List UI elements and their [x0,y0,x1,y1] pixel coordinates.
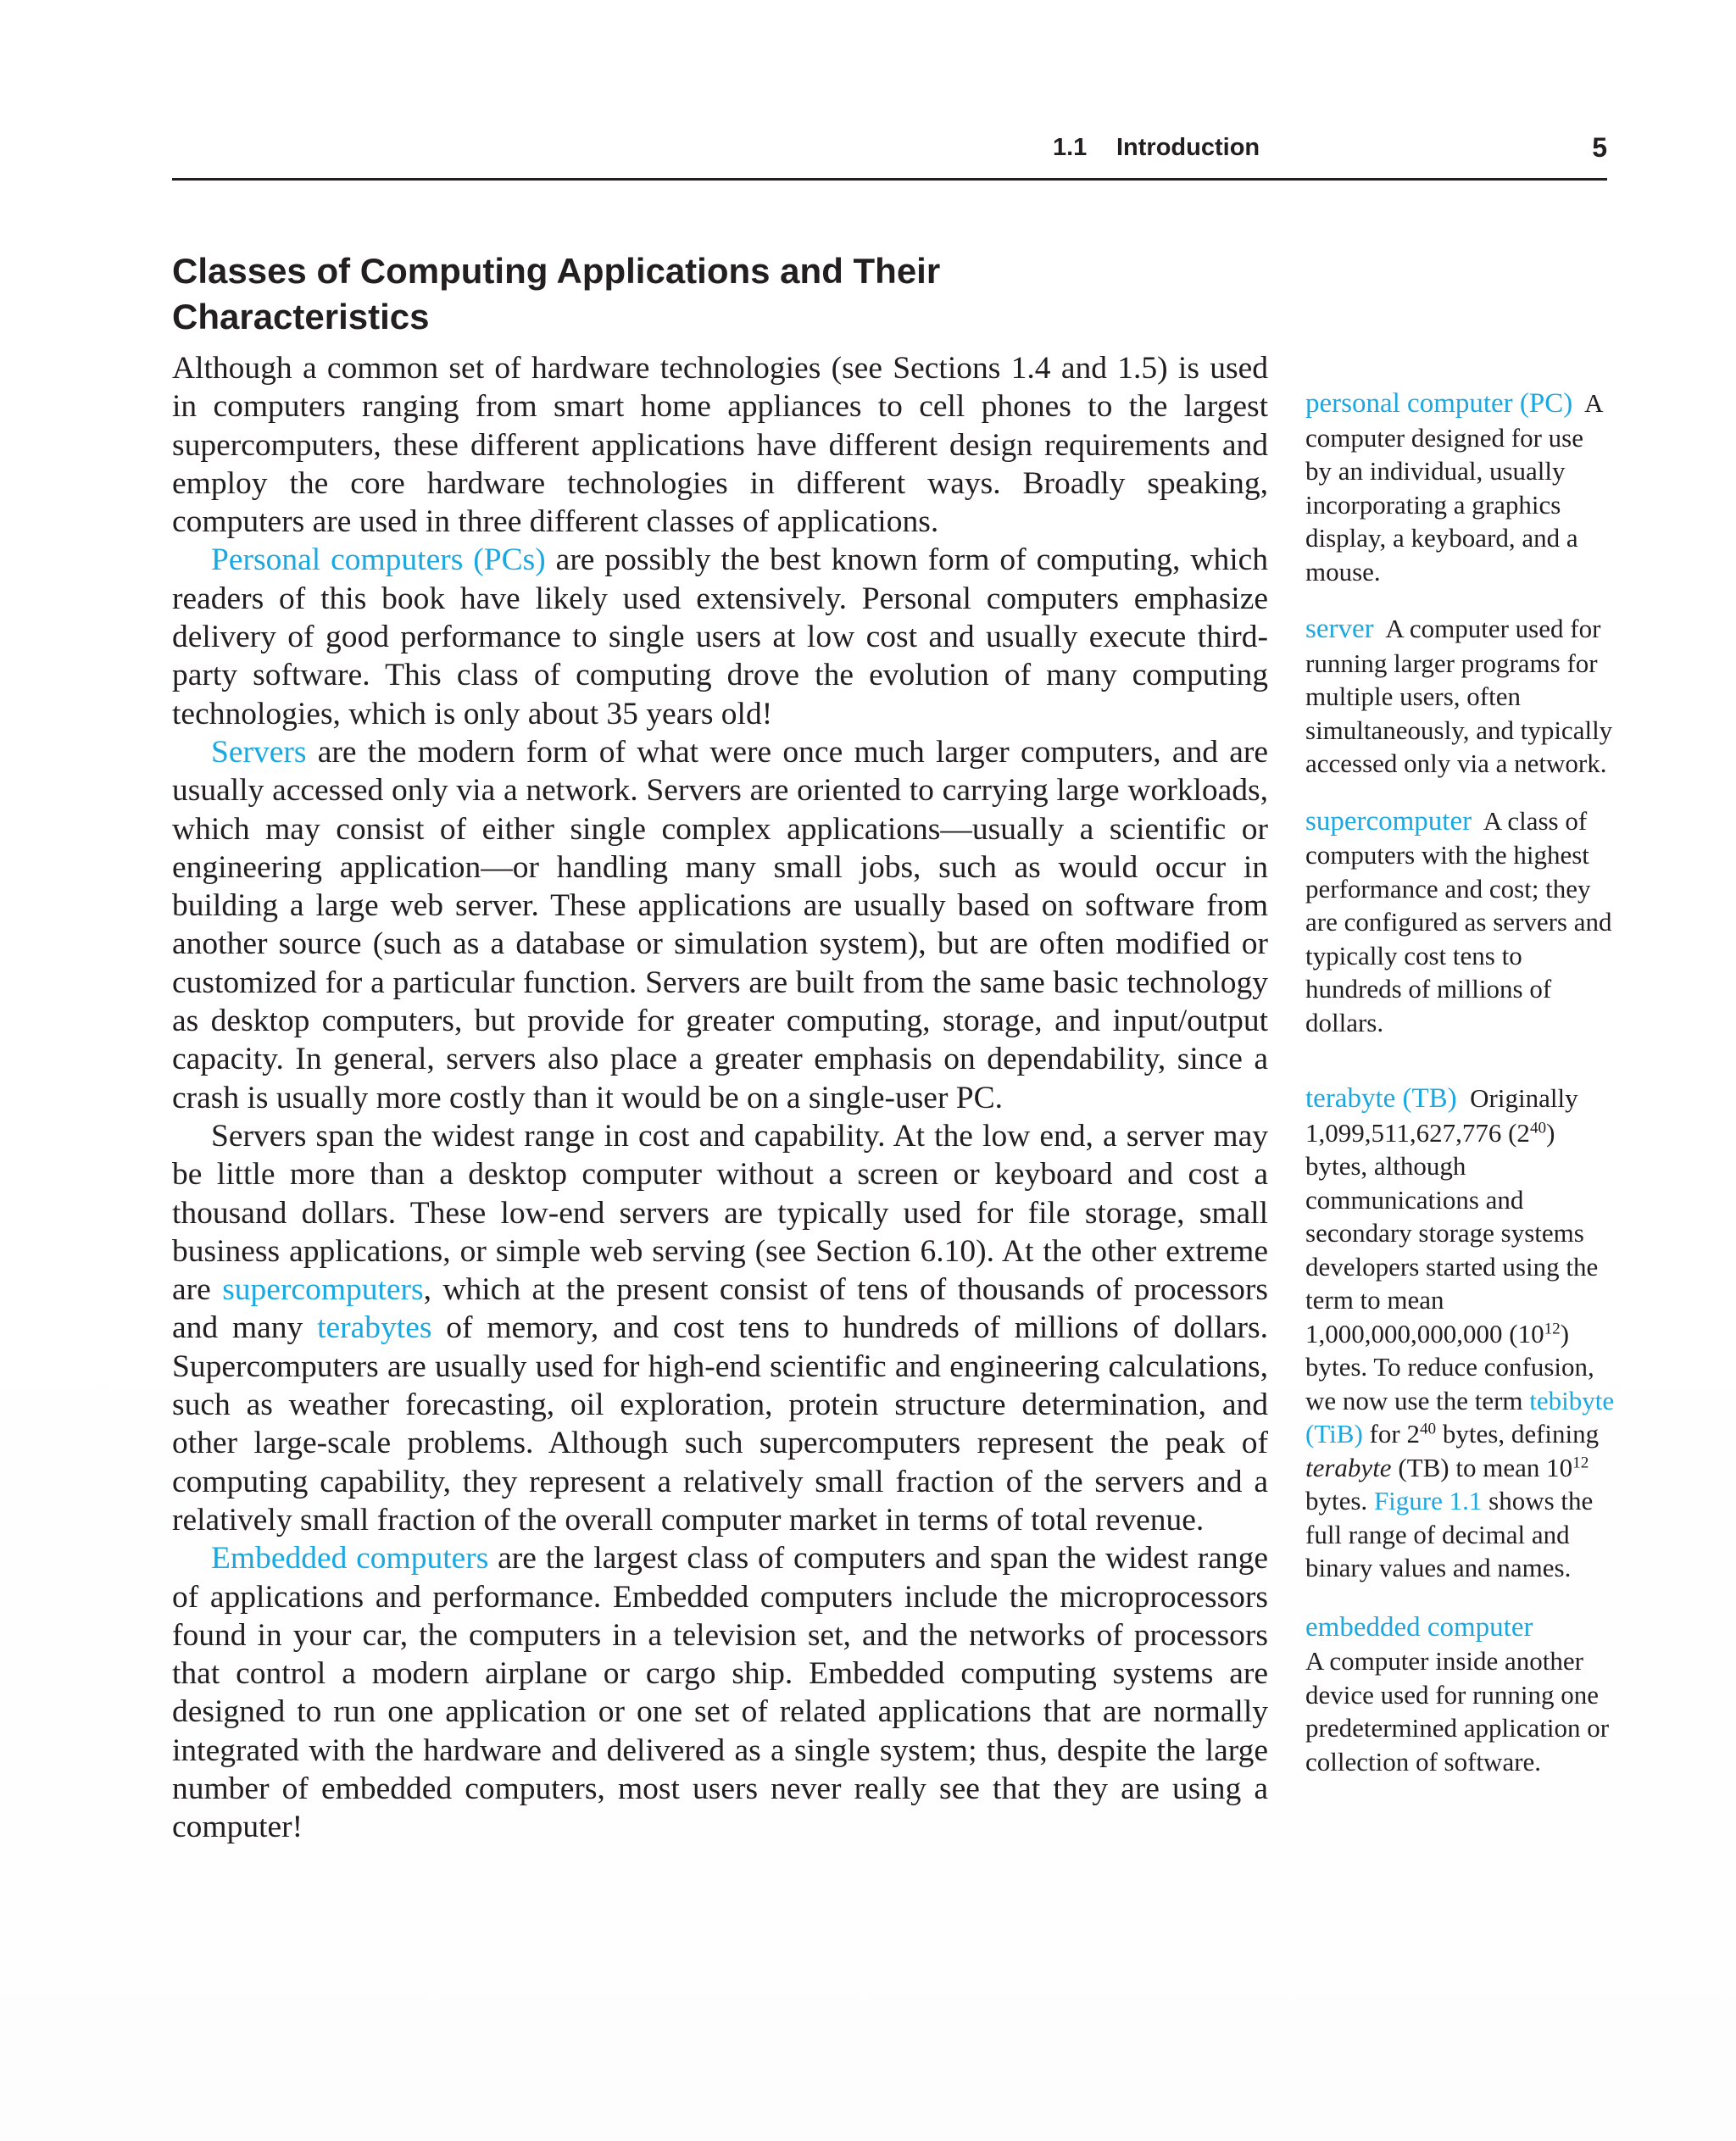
glossary-definition-terabyte-c: ) bytes. To reduce confusion, we now use the term [1305,1318,1594,1415]
paragraph-intro [172,349,1268,541]
keyword-supercomputers[interactable]: supercomputers [222,1272,424,1308]
exponent-12-second: 12 [1572,1453,1589,1471]
glossary-definition-terabyte-d: for 2 [1362,1419,1420,1449]
glossary-sidebar [1305,386,1615,1802]
glossary-term-personal-computer: personal computer (PC) [1305,388,1573,419]
exponent-40: 40 [1529,1118,1547,1137]
running-head-section-number: 1.1 [1053,134,1088,161]
glossary-term-supercomputer: supercomputer [1305,805,1472,837]
paragraph-personal-computers-text: are possibly the best known form of computing, which readers of this book have likely used extensively. Personal computers emphasize delivery of good performance to single users at low cost and usually execute third-party software. This class of computing drove the evolution of many computing technologies, which is only about 35 years old! [172,542,1269,731]
glossary-definition-terabyte-f: (TB) to mean 10 [1391,1452,1573,1482]
glossary-definition-personal-computer: A computer designed for use by an individual, usually incorporating a graphics display, a keyboard, and a mouse. [1305,388,1602,587]
section-heading [172,248,1104,340]
glossary-term-server: server [1305,614,1374,644]
keyword-tebibyte[interactable]: tebibyte (TiB) [1305,1385,1615,1449]
glossary-definition-terabyte-a: Originally 1,099,511,627,776 (2 [1305,1083,1578,1148]
section-heading-line1: Classes of Computing Applications and Their [172,251,941,291]
glossary-definition-terabyte-e: bytes, defining [1436,1419,1600,1449]
glossary-entry-server [1305,612,1615,781]
terabyte-italic: terabyte [1305,1452,1392,1482]
paragraph-server-range [172,1117,1268,1539]
paragraph-personal-computers [172,541,1268,732]
glossary-entry-embedded-computer [1305,1610,1615,1779]
paragraph-embedded-computers-text: are the largest class of computers and span the widest range of applications and performance. Embedded computers include the microprocessors found in your car, the computers in a television set, and the networks of processors that control a modern airplane or cargo ship. Embedded computing systems are designed to run one application or one set of related applications that are normally integrated with the hardware and delivered as a single system; thus, despite the large number of embedded computers, most users never really see that they are using a computer! [172,1541,1268,1845]
glossary-definition-server: A computer used for running larger programs for multiple users, often simultaneously, and typically accessed only via a network. [1305,614,1613,778]
figure-reference-link[interactable]: Figure 1.1 [1373,1486,1483,1515]
glossary-entry-personal-computer [1305,386,1615,588]
paragraph-servers [172,733,1268,1117]
section-heading-line2: Characteristics [172,297,430,336]
header-rule [172,178,1607,181]
paragraph-server-range-text-b: , which at the present consist of tens of thousands of processors and many [172,1272,1268,1346]
keyword-embedded-computers[interactable]: Embedded computers [211,1541,489,1577]
exponent-40-second: 40 [1419,1420,1437,1438]
keyword-servers[interactable]: Servers [211,734,307,770]
glossary-definition-terabyte-h: shows the full range of decimal and binary values and names. [1305,1486,1594,1582]
glossary-definition-embedded-computer: A computer inside another device used for running one predetermined application or collection of software. [1305,1646,1610,1777]
glossary-definition-supercomputer: A class of computers with the highest performance and cost; they are configured as servers and typically cost tens to hundreds of millions of dollars. [1305,805,1612,1037]
keyword-personal-computers[interactable]: Personal computers (PCs) [211,542,546,578]
glossary-definition-terabyte-b: ) bytes, although communications and secondary storage systems developers started using the term to mean 1,000,000,000,000 (10 [1305,1117,1599,1349]
glossary-entry-terabyte [1305,1082,1615,1585]
glossary-entry-supercomputer [1305,804,1615,1040]
body-text [172,349,1268,1847]
paragraph-server-range-text-c: of memory, and cost tens to hundreds of millions of dollars. Supercomputers are usually used for high-end scientific and engineering calculations, such as weather forecasting, oil exploration, protein structure determination, and other large-scale problems. Although such supercomputers represent the peak of computing capability, they represent a relatively small fraction of the servers and a relatively small fraction of the overall computer market in terms of total revenue. [172,1310,1268,1538]
page-number: 5 [1592,132,1607,163]
paragraph-servers-text: are the modern form of what were once much larger computers, and are usually accessed only via a network. Servers are oriented to carrying large workloads, which may consist of either single complex applications—usually a scientific or engineering application—or handling many small jobs, such as would occur in building a large web server. These applications are usually based on software from another source (such as a database or simulation system), but are often modified or customized for a particular function. Servers are built from the same basic technology as desktop computers, but provide for greater computing, storage, and input/output capacity. In general, servers also place a greater emphasis on dependability, since a crash is usually more costly than it would be on a single-user PC. [172,734,1268,1115]
glossary-term-terabyte: terabyte (TB) [1305,1083,1457,1114]
paragraph-server-range-text-a: Servers span the widest range in cost and capability. At the low end, a server may be little more than a desktop computer without a screen or keyboard and cost a thousand dollars. These low-end servers are typically used for file storage, small business applications, or simple web serving (see Section 6.10). At the other extreme are [172,1118,1268,1308]
running-head [172,127,1607,170]
keyword-terabytes[interactable]: terabytes [317,1310,432,1346]
glossary-definition-terabyte-g: bytes. [1305,1486,1374,1515]
running-head-section-title: Introduction [1116,134,1260,161]
paragraph-embedded-computers [172,1539,1268,1846]
paragraph-intro-text: Although a common set of hardware technologies (see Sections 1.4 and 1.5) is used in computers ranging from smart home appliances to cell phones to the largest supercomputers, these different applications have different design requirements and employ the core hardware technologies in different ways. Broadly speaking, computers are used in three different classes of applications. [172,351,1268,540]
exponent-12: 12 [1544,1319,1561,1337]
glossary-term-embedded-computer: embedded computer [1305,1611,1533,1643]
